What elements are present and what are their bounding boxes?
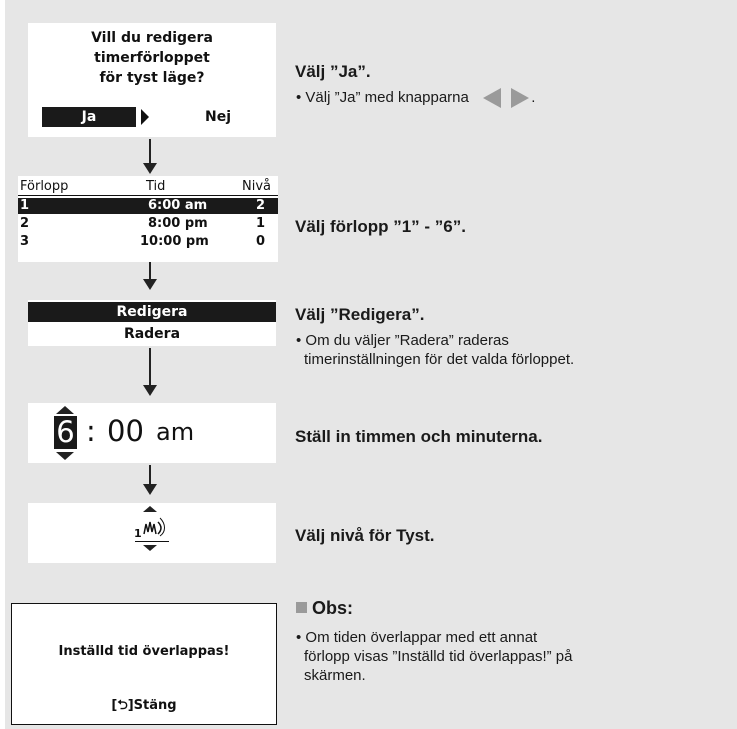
flow-arrow-1-head bbox=[143, 163, 157, 174]
flow-arrow-3-head bbox=[143, 385, 157, 396]
program-list-screen bbox=[18, 176, 278, 262]
confirm-question-line-1: Vill du redigera bbox=[91, 30, 213, 46]
list-item[interactable] bbox=[18, 216, 274, 232]
time-setting-screen bbox=[28, 403, 276, 463]
step1-bullet-text: Välj ”Ja” med knapparna bbox=[305, 88, 469, 106]
no-button[interactable] bbox=[178, 107, 258, 127]
note-bullet-line-2: förlopp visas ”Inställd tid överlappas!” på bbox=[304, 648, 573, 665]
flow-arrow-1 bbox=[149, 139, 151, 165]
confirm-question-line-2: timerförloppet bbox=[94, 50, 210, 66]
header-time: Tid bbox=[146, 179, 166, 194]
menu-item-edit-label: Redigera bbox=[116, 304, 188, 320]
step1-title: Välj ”Ja”. bbox=[295, 62, 371, 81]
row-3-num: 3 bbox=[20, 234, 30, 249]
step1-bullet: • Välj ”Ja” med knapparna . bbox=[296, 88, 535, 108]
row-1-level: 2 bbox=[256, 198, 266, 213]
right-arrow-button-icon bbox=[511, 88, 529, 108]
time-colon: : bbox=[86, 414, 96, 448]
confirm-question-line-3: för tyst läge? bbox=[99, 70, 205, 86]
edit-menu-screen bbox=[28, 300, 276, 346]
menu-item-delete[interactable] bbox=[28, 324, 276, 344]
quiet-level-screen bbox=[28, 503, 276, 563]
confirm-screen bbox=[28, 23, 276, 137]
overlap-warning-screen bbox=[11, 603, 277, 725]
hour-down-icon[interactable] bbox=[56, 452, 74, 460]
row-3-level: 0 bbox=[256, 234, 266, 249]
menu-item-delete-label: Radera bbox=[123, 326, 181, 342]
flow-arrow-2-head bbox=[143, 279, 157, 290]
row-1-time: 6:00 am bbox=[148, 198, 208, 213]
step2-title: Välj förlopp ”1” - ”6”. bbox=[295, 217, 466, 236]
list-header bbox=[18, 179, 274, 195]
step3-bullet-line-2: timerinställningen för det valda förloppet. bbox=[304, 351, 575, 368]
yes-label: Ja bbox=[81, 109, 97, 125]
hour-field[interactable] bbox=[54, 416, 77, 449]
menu-item-edit[interactable] bbox=[28, 302, 276, 322]
note-bullet-line-1: Om tiden överlappar med ett annat bbox=[305, 629, 538, 646]
row-2-time: 8:00 pm bbox=[148, 216, 208, 231]
step3-bullet-line-1: Om du väljer ”Radera” raderas bbox=[305, 332, 509, 349]
level-up-icon[interactable] bbox=[143, 506, 157, 512]
step4-title: Ställ in timmen och minuterna. bbox=[295, 427, 543, 446]
header-program: Förlopp bbox=[20, 179, 69, 194]
flow-arrow-4-head bbox=[143, 484, 157, 495]
row-2-level: 1 bbox=[256, 216, 266, 231]
no-label: Nej bbox=[204, 109, 231, 125]
hour-up-icon[interactable] bbox=[56, 406, 74, 414]
row-3-time: 10:00 pm bbox=[140, 234, 209, 249]
am-pm-value: am bbox=[156, 418, 195, 446]
header-level: Nivå bbox=[242, 179, 271, 194]
note-heading-text: Obs: bbox=[312, 598, 354, 618]
note-square-icon bbox=[296, 602, 307, 613]
hour-value: 6 bbox=[56, 415, 75, 449]
list-item[interactable] bbox=[18, 234, 274, 250]
note-bullet-line-3: skärmen. bbox=[304, 667, 366, 684]
instruction-panel bbox=[5, 0, 737, 729]
row-2-num: 2 bbox=[20, 216, 30, 231]
flow-arrow-3 bbox=[149, 348, 151, 388]
step3-bullet: • Om du väljer ”Radera” raderas timerinställningen för det valda förloppet. bbox=[296, 332, 575, 368]
overlap-message: Inställd tid överlappas! bbox=[58, 644, 230, 659]
yes-button[interactable] bbox=[42, 107, 136, 127]
level-value: 1 bbox=[134, 527, 142, 540]
left-arrow-button-icon bbox=[483, 88, 501, 108]
level-down-icon[interactable] bbox=[143, 545, 157, 551]
step1-bullet-period: . bbox=[531, 88, 536, 106]
minutes-value: 00 bbox=[107, 414, 144, 448]
close-button[interactable]: [⮌]Stäng bbox=[111, 698, 177, 713]
level-divider bbox=[135, 541, 169, 542]
list-item-selected[interactable] bbox=[18, 198, 278, 214]
step5-title: Välj nivå för Tyst. bbox=[295, 526, 435, 545]
selection-caret-icon bbox=[141, 109, 149, 125]
row-1-num: 1 bbox=[20, 198, 30, 213]
note-bullet: • Om tiden överlappar med ett annat förlopp visas ”Inställd tid överlappas!” på skärmen. bbox=[296, 629, 573, 684]
header-divider bbox=[18, 195, 278, 196]
step3-title: Välj ”Redigera”. bbox=[295, 305, 425, 324]
quiet-mode-icon bbox=[140, 514, 166, 538]
note-heading bbox=[296, 598, 353, 619]
